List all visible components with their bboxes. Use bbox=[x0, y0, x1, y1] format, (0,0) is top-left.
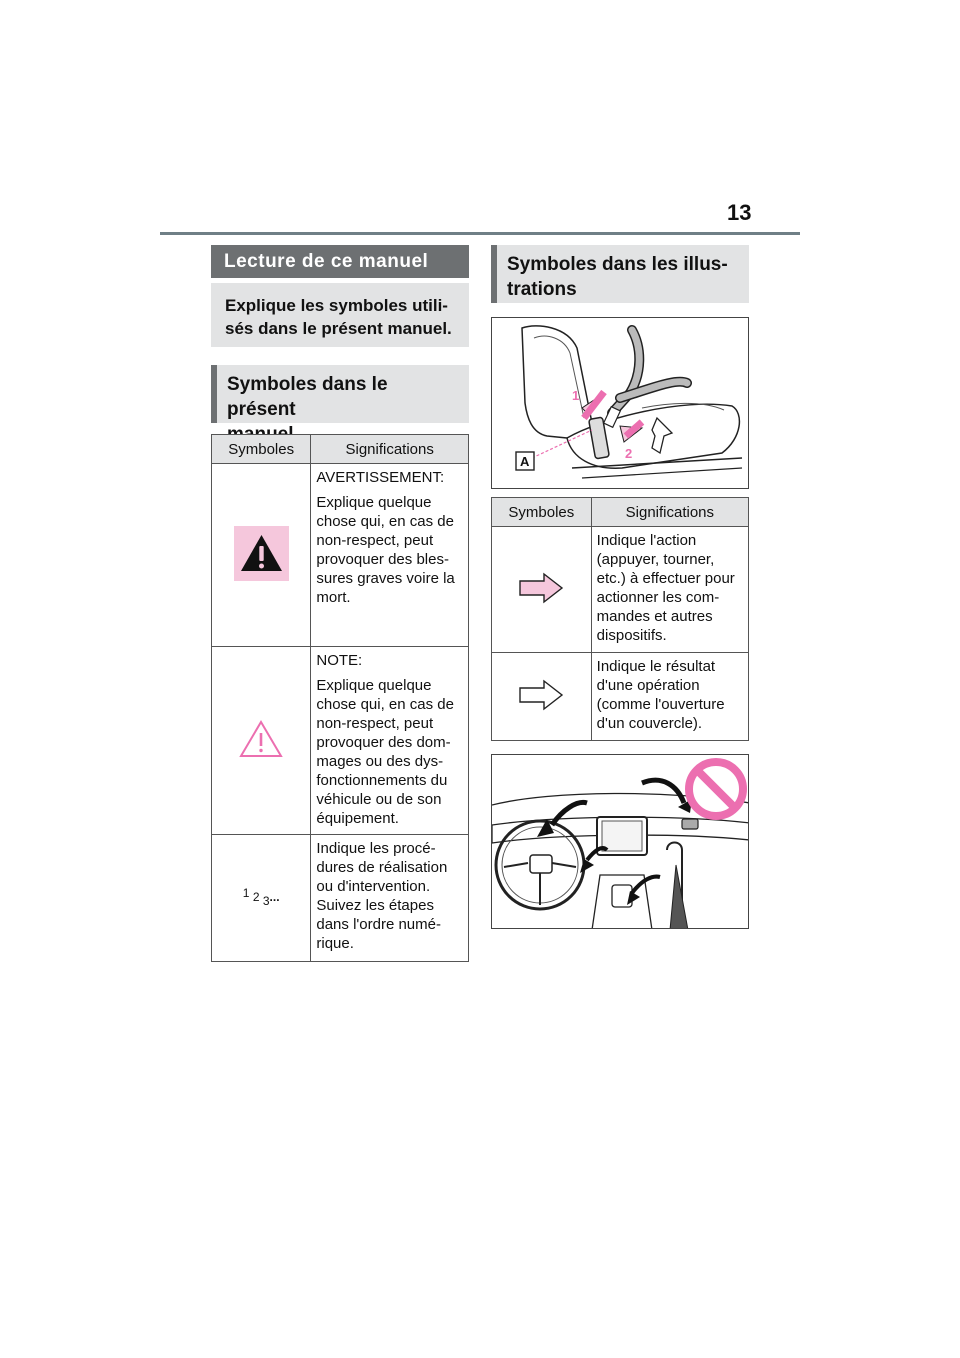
result-description: Indique le résultat d'une opération (comme l'ouverture d'un couvercle). bbox=[596, 658, 725, 732]
step-2: 2 bbox=[252, 889, 260, 904]
section-title-left bbox=[211, 245, 469, 278]
header-symboles: Symboles bbox=[212, 435, 311, 464]
note-label: NOTE: bbox=[316, 652, 363, 669]
seatbelt-illustration bbox=[491, 317, 749, 489]
step-sequence-icon bbox=[243, 886, 280, 908]
callout-2: 2 bbox=[625, 446, 633, 461]
symbol-cell bbox=[212, 464, 311, 647]
symbols-table-right bbox=[491, 497, 749, 741]
table-header-row bbox=[492, 498, 749, 527]
symbol-cell bbox=[492, 653, 592, 741]
section-title-right-text: Symboles dans les illus- trations bbox=[507, 254, 728, 300]
meaning-cell bbox=[591, 653, 748, 741]
result-arrow-icon bbox=[518, 698, 564, 715]
note-description: Explique quelque chose qui, en cas de non-respect, peut provoquer des dom-mages ou des dys-fonctionnements du véhicule ou de son équipement. bbox=[316, 677, 454, 827]
meaning-cell bbox=[591, 527, 748, 653]
subtitle-left bbox=[211, 365, 469, 423]
section-title-right bbox=[491, 245, 749, 303]
callout-1: 1 bbox=[572, 388, 580, 403]
header-symboles: Symboles bbox=[492, 498, 592, 527]
header-significations: Significations bbox=[591, 498, 748, 527]
intro-box bbox=[211, 283, 469, 347]
symbol-cell bbox=[212, 647, 311, 835]
meaning-cell bbox=[311, 835, 469, 962]
page-number: 13 bbox=[727, 200, 752, 225]
step-1: 1 bbox=[242, 885, 250, 900]
table-row bbox=[212, 647, 469, 835]
warning-label: AVERTISSEMENT: bbox=[316, 469, 445, 486]
table-header-row bbox=[212, 435, 469, 464]
dashboard-illustration bbox=[491, 754, 749, 929]
subtitle-left-text: Symboles dans le présent bbox=[227, 374, 388, 420]
caution-outline-icon bbox=[238, 746, 284, 763]
meaning-cell bbox=[311, 464, 469, 647]
action-description: Indique l'action (appuyer, tourner, etc.) à effectuer pour actionner les com-mandes et autres dispositifs. bbox=[596, 532, 735, 644]
warning-description: Explique quelque chose qui, en cas de non-respect, peut provoquer des bles-sures graves voire la mort. bbox=[316, 494, 455, 606]
table-row bbox=[212, 464, 469, 647]
step-3: 3 bbox=[262, 893, 270, 908]
label-a: A bbox=[520, 454, 530, 469]
table-row bbox=[492, 653, 749, 741]
symbols-table-left bbox=[211, 434, 469, 962]
top-rule bbox=[160, 232, 800, 235]
symbol-cell bbox=[492, 527, 592, 653]
header-significations: Significations bbox=[311, 435, 469, 464]
action-arrow-icon bbox=[518, 591, 564, 608]
meaning-cell bbox=[311, 647, 469, 835]
table-row bbox=[212, 835, 469, 962]
step-ellipsis: ... bbox=[269, 889, 280, 904]
warning-filled-icon bbox=[234, 526, 289, 581]
steps-description: Indique les procé-dures de réalisation ou d'intervention. Suivez les étapes dans l'ordre numé-rique. bbox=[316, 840, 448, 952]
table-row bbox=[492, 527, 749, 653]
symbol-cell bbox=[212, 835, 311, 962]
section-title-left-text: Lecture de ce manuel bbox=[224, 250, 429, 272]
intro-text: Explique les symboles utili- sés dans le présent manuel. bbox=[225, 296, 452, 338]
